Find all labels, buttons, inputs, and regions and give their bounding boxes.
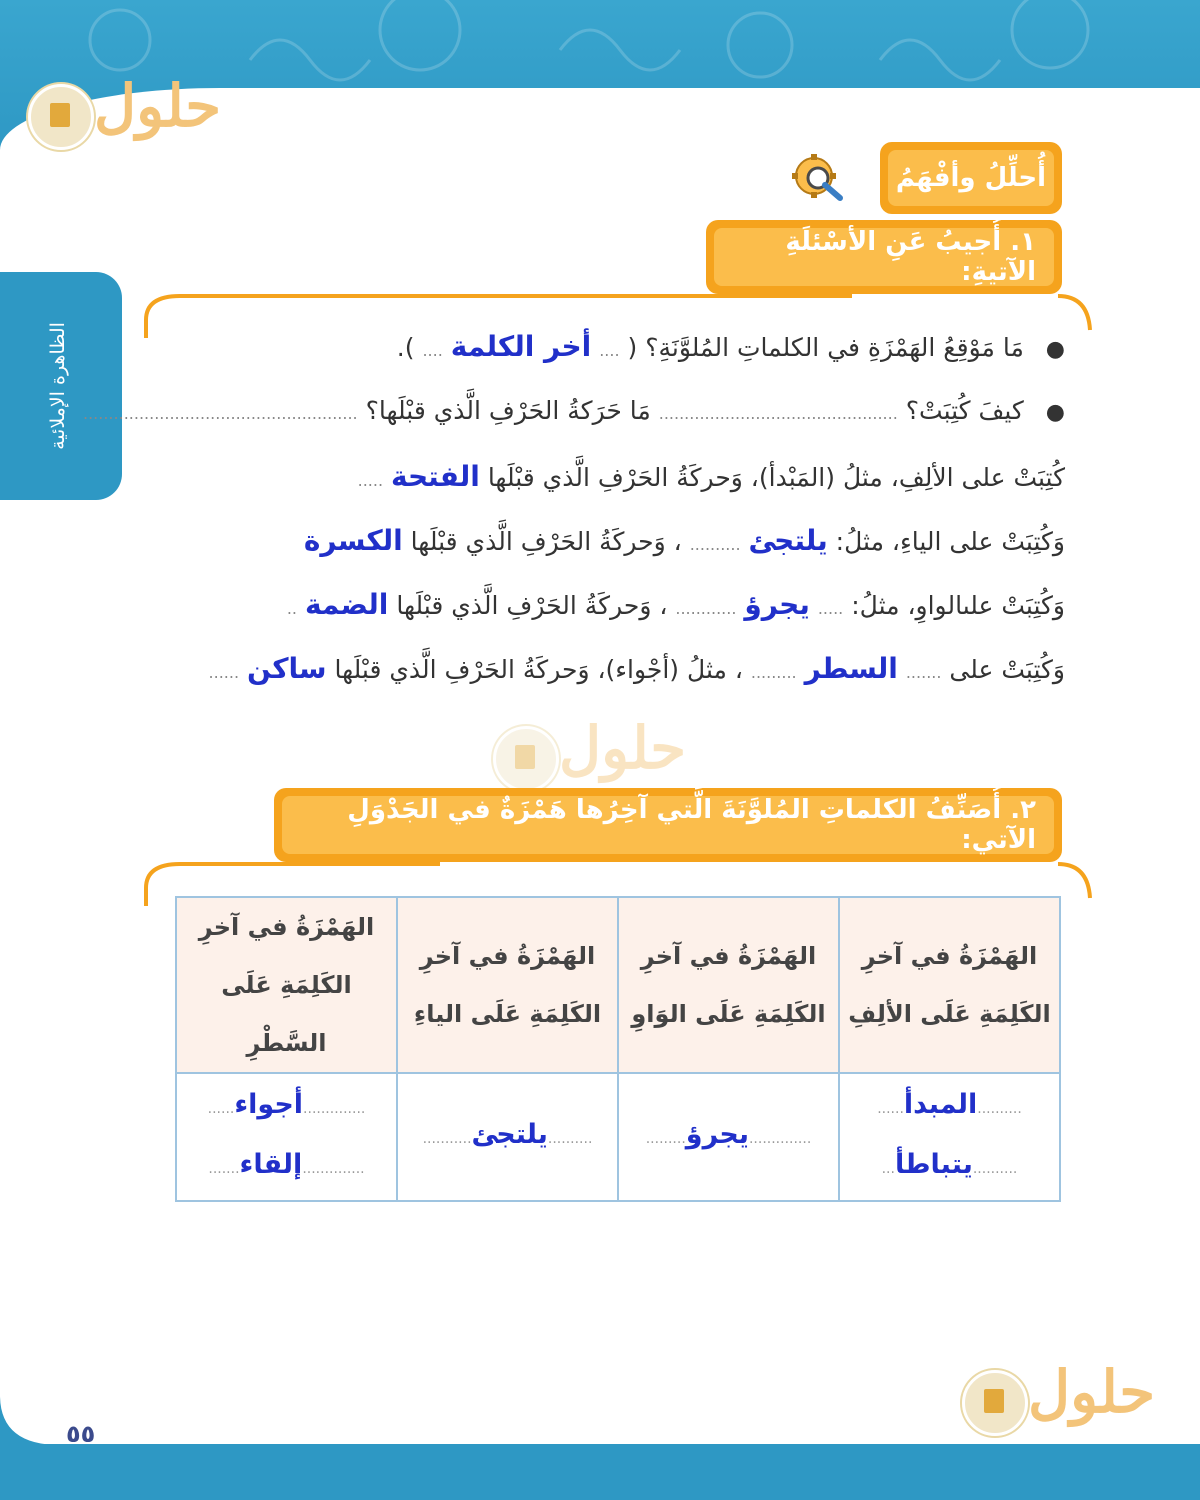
cell-word: يلتجئ [471,1119,548,1150]
answer-blank: ..... [817,599,844,618]
question1-a-prefix: مَا مَوْقِعُ الهَمْزَةِ في الكلماتِ المُلوَّنَةِ؟ ( [627,333,1024,362]
cell-yaa[interactable] [397,1073,618,1201]
cell-word-line [629,1107,828,1167]
question1-b-part1: كيفَ كُتِبَتْ؟ [905,396,1024,425]
header-line: الكَلِمَةِ عَلَى السَّطْرِ [221,971,352,1057]
cell-satr[interactable] [176,1073,397,1201]
logo-text: حلول [1028,1358,1156,1426]
cell-word-line [850,1137,1049,1197]
header-line: الهَمْزَةُ في آخرِ [861,942,1038,970]
question1-a-answer[interactable]: أخر الكلمة [450,330,592,363]
answer-blank: ....... [208,1161,240,1177]
section-title-box [880,142,1062,214]
hamza-classification-table [175,896,1061,1202]
line-alef-answer[interactable]: الفتحة [391,460,480,493]
answer-blank: .......... [547,1131,593,1147]
answer-blank: .. [286,599,297,618]
cell-word: أجواء [234,1089,304,1120]
header-line: الكَلِمَةِ عَلَى الألِفِ [848,1000,1051,1028]
cell-word: يجرؤ [685,1119,749,1150]
logo-coin-icon [493,726,559,792]
table-header-row [176,897,1060,1073]
answer-blank: ......... [750,663,797,682]
answer-blank: .... [599,341,620,360]
cell-word: المبدأ [903,1089,978,1120]
question1-banner [706,220,1062,294]
line-satr-text2: ، مثلُ (أجْواء)، وَحركَةُ الحَرْفِ الَّذي قبْلَها [334,655,743,684]
answer-blank: ...... [207,1101,235,1117]
line-waw-text1: وَكُتِبَتْ علىالواوِ، مثلُ: [851,591,1065,620]
header-waw [618,897,839,1073]
header-line: الهَمْزَةُ في آخرِ [198,913,375,941]
footer-logo [962,1358,1172,1452]
bullet-icon: ● [1045,337,1065,362]
answer-blank[interactable]: ............................................... [658,404,898,423]
line-waw-word[interactable]: يجرؤ [744,588,810,621]
header-satr [176,897,397,1073]
header-alef [839,897,1060,1073]
answer-blank: .............. [302,1161,365,1177]
page-number: ٥٥ [66,1420,96,1448]
logo-coin-icon [962,1370,1028,1436]
cell-waw[interactable] [618,1073,839,1201]
answer-blank: ........... [422,1131,472,1147]
line-satr-word[interactable]: السطر [804,652,898,685]
logo-coin-icon [28,84,94,150]
line-satr-text1: وَكُتِبَتْ على [949,655,1065,684]
question2-heading: ٢. أُصَنِّفُ الكلماتِ المُلوَّنَةَ الَّتي آخِرُها هَمْزَةٌ في الجَدْوَلِ الآتي: [282,796,1054,854]
header-line: الهَمْزَةُ في آخرِ [419,942,596,970]
table-row [176,1073,1060,1201]
line-satr-answer[interactable]: ساكن [247,652,327,685]
cell-word-line [850,1077,1049,1137]
answer-blank: ..... [357,471,384,490]
cell-word: إلقاء [239,1149,303,1180]
answer-blank: .......... [972,1161,1018,1177]
gear-magnifier-icon [788,152,850,206]
question1-line-a [397,330,1065,363]
answer-blank: ...... [208,663,240,682]
answer-blank: ...... [877,1101,904,1117]
cell-word-line [187,1137,386,1197]
section-title: أُحلِّلُ وأفْهَمُ [888,150,1054,206]
answer-blank: ............ [675,599,737,618]
site-logo [28,72,238,166]
line-yaa-text1: وَكُتِبَتْ على الياءِ، مثلُ: [835,527,1065,556]
header-line: الهَمْزَةُ في آخرِ [640,942,817,970]
question1-line-yaa [304,524,1065,557]
question1-b-part2: مَا حَرَكةُ الحَرْفِ الَّذي قبْلَها؟ [365,396,651,425]
cell-word: يتباطأ [894,1149,973,1180]
question1-line-b [83,396,1065,425]
line-waw-answer[interactable]: الضمة [304,588,389,621]
chapter-side-tab-label: الظاهرة الإملائية [47,322,69,450]
line-yaa-text2: ، وَحركَةُ الحَرْفِ الَّذي قبْلَها [410,527,682,556]
question1-heading: ١. أُجيبُ عَنِ الأسْئلَةِ الآتيةِ: [714,228,1054,286]
logo-text: حلول [94,72,222,140]
answer-blank: ... [881,1161,895,1177]
answer-blank: .......... [977,1101,1022,1117]
answer-blank: .... [422,341,443,360]
bullet-icon: ● [1045,400,1065,425]
line-yaa-answer[interactable]: الكسرة [303,524,403,557]
line-yaa-word[interactable]: يلتجئ [748,524,828,557]
question1-a-suffix: ). [396,333,415,362]
question1-line-waw [287,588,1065,621]
header-line: الكَلِمَةِ عَلَى الياءِ [413,1000,602,1028]
bottom-banner [0,1444,1200,1500]
answer-blank: .............. [303,1101,366,1117]
question1-line-satr [209,652,1065,685]
logo-text: حلول [559,714,687,782]
question2-banner [274,788,1062,862]
cell-word-line [408,1107,607,1167]
answer-blank: ......... [645,1131,686,1147]
line-alef-text: كُتِبَتْ على الألِفِ، مثلُ (المَبْدأ)، وَحركَةُ الحَرْفِ الَّذي قبْلَها [487,463,1065,492]
answer-blank: .............. [748,1131,812,1147]
header-line: الكَلِمَةِ عَلَى الوَاوِ [631,1000,826,1028]
line-waw-text2: ، وَحركَةُ الحَرْفِ الَّذي قبْلَها [396,591,668,620]
header-yaa [397,897,618,1073]
answer-blank[interactable]: ...................................................... [83,404,358,423]
answer-blank: ....... [905,663,942,682]
cell-word-line [187,1077,386,1137]
answer-blank: .......... [689,535,741,554]
question1-line-alef [358,460,1065,493]
cell-alef[interactable] [839,1073,1060,1201]
